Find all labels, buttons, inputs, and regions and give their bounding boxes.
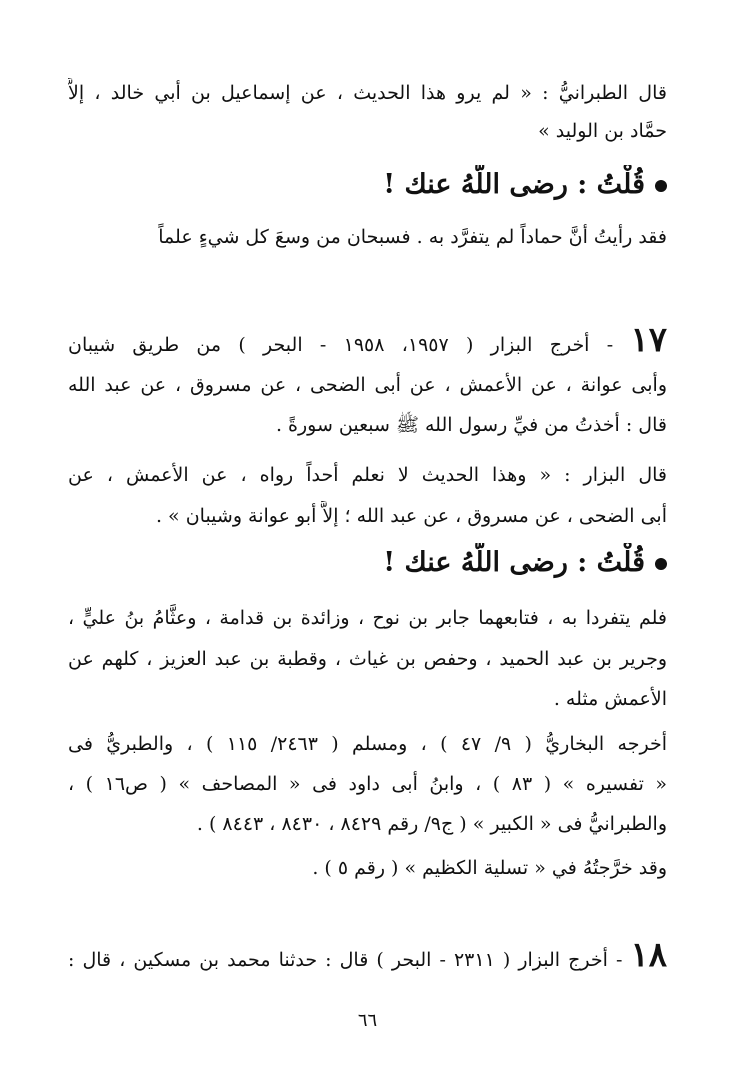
hadith-18-first-line <box>68 940 667 975</box>
text-line: وجرير بن عبد الحميد ، وحفص بن غياث ، وقطبة بن عبد العزيز ، كلهم عن <box>68 648 667 670</box>
text-line: والطبرانيُّ فى « الكبير » ( ج٩/ رقم ٨٤٢٩ ، ٨٤٣٠ ، ٨٤٤٣ ) . <box>196 813 667 835</box>
text-line: الأعمش مثله . <box>553 688 667 710</box>
hadith-number: ١٨ <box>630 940 667 975</box>
bullet-icon <box>655 180 667 192</box>
heading-text: قُلْتُ : رضى اللَّهُ عنك ! <box>383 547 645 578</box>
text-line: فلم يتفردا به ، فتابعهما جابر بن نوح ، وزائدة بن قدامة ، وعثَّامُ بنُ عليٍّ ، <box>68 607 667 629</box>
text-line: حمَّاد بن الوليد » <box>538 120 667 142</box>
section-heading <box>68 165 667 205</box>
text-line: قال : أخذتُ من فيِّ رسول الله ﷺ سبعين سورةً . <box>275 414 667 436</box>
hadith-17-first-line <box>68 325 667 360</box>
text-line: أبى الضحى ، عن مسروق ، عن عبد الله ؛ إلاَّ أبو عوانة وشيبان » . <box>155 505 667 527</box>
bullet-icon <box>655 558 667 570</box>
text-line: قال البزار : « وهذا الحديث لا نعلم أحداً رواه ، عن الأعمش ، عن <box>68 464 667 486</box>
page-number: ٦٦ <box>357 1010 378 1031</box>
hadith-number: ١٧ <box>630 325 667 360</box>
section-heading <box>68 543 667 583</box>
book-page <box>68 0 667 1091</box>
text-line: « تفسيره » ( ٨٣ ) ، وابنُ أبى داود فى « المصاحف » ( ص١٦ ) ، <box>68 773 667 795</box>
text-span: - أخرج البزار ( ١٩٥٧، ١٩٥٨ - البحر ) من طريق شيبان <box>68 334 614 356</box>
text-line: فقد رأيتُ أنَّ حماداً لم يتفرَّد به . فسبحان من وسعَ كل شيءٍ علماً <box>158 226 667 248</box>
heading-text: قُلْتُ : رضى اللَّهُ عنك ! <box>383 169 645 200</box>
text-line: وأبى عوانة ، عن الأعمش ، عن أبى الضحى ، عن مسروق ، عن عبد الله <box>68 374 667 396</box>
text-line: أخرجه البخاريُّ ( ٩/ ٤٧ ) ، ومسلم ( ٢٤٦٣/ ١١٥ ) ، والطبريُّ فى <box>68 733 667 755</box>
text-line: وقد خرَّجتُهُ في « تسلية الكظيم » ( رقم ٥ ) . <box>312 857 667 879</box>
text-line: قال الطبرانيُّ : « لم يرو هذا الحديث ، عن إسماعيل بن أبي خالد ، إلاَّ <box>68 82 667 104</box>
text-span: - أخرج البزار ( ٢٣١١ - البحر ) قال : حدثنا محمد بن مسكين ، قال : <box>68 949 623 971</box>
